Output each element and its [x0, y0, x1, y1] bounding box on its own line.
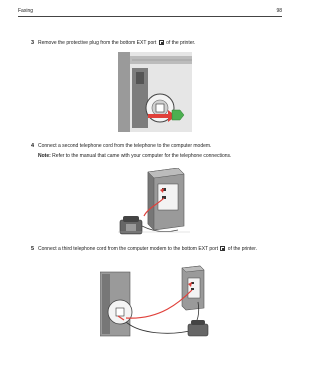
page-number: 98 — [276, 8, 282, 14]
step-number: 5 — [31, 246, 35, 252]
ext-port-icon — [159, 40, 164, 45]
page-header — [18, 7, 282, 17]
remove-plug-illustration — [118, 52, 192, 132]
ext-port-icon — [220, 246, 225, 251]
step-5 — [31, 246, 257, 253]
telephone-to-modem-illustration — [118, 168, 190, 238]
step-text-end: of the printer. — [166, 40, 196, 46]
note-label: Note: — [38, 153, 51, 159]
step-text-end: of the printer. — [227, 246, 257, 252]
section-title: Faxing — [18, 8, 34, 14]
step-text: Connect a third telephone cord from the computer modem to the bottom EXT port — [38, 246, 219, 252]
step-number: 4 — [31, 143, 35, 149]
telephone-icon — [188, 324, 208, 336]
note-text: Refer to the manual that came with your computer for the telephone connections. — [52, 153, 232, 159]
modem-to-printer-illustration — [100, 262, 214, 342]
step-text: Remove the protective plug from the bottom EXT port — [38, 40, 157, 46]
step-3 — [31, 40, 196, 47]
step-4 — [31, 143, 212, 150]
note — [38, 153, 231, 160]
step-number: 3 — [31, 40, 35, 46]
step-text: Connect a second telephone cord from the telephone to the computer modem. — [38, 143, 212, 149]
